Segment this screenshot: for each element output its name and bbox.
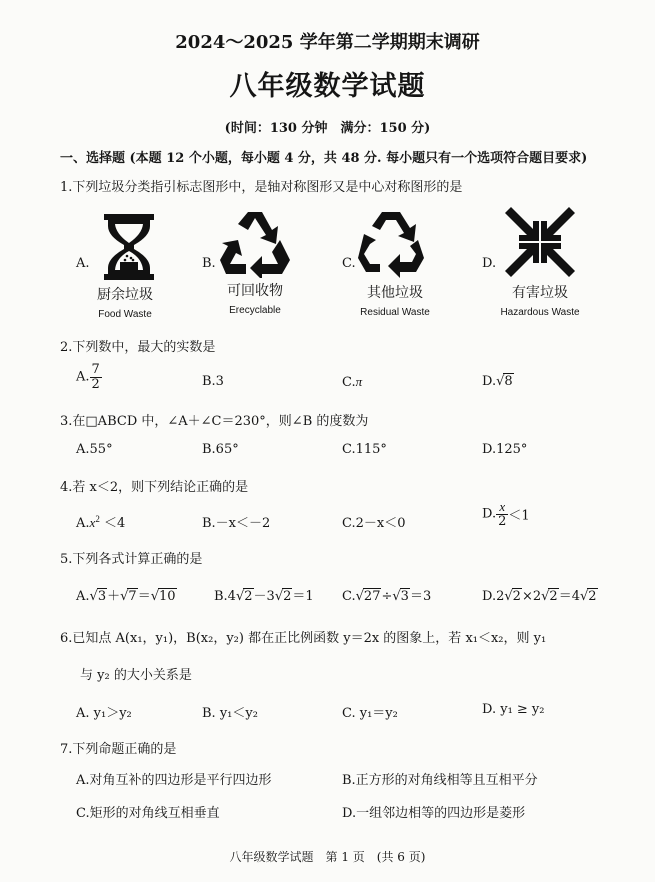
q6-option-a: A. y₁＞y₂: [76, 706, 132, 721]
q5-option-c: C.√27÷√3＝3: [342, 589, 432, 604]
q2-option-a: [76, 363, 102, 391]
q5-option-a-radicand-3: 10: [159, 589, 176, 604]
q4-option-b: B.－x＜－2: [202, 516, 271, 531]
question-6-stem-line-1: 6.已知点 A(x₁，y₁)，B(x₂，y₂) 都在正比例函数 y＝2x 的图象上，若 x₁＜x₂，则 y₁: [60, 631, 547, 646]
q4-option-a-var: $x^2$: [89, 514, 100, 530]
question-1-stem: 1.下列垃圾分类指引标志图形中，是轴对称图形又是中心对称图形的是: [60, 180, 463, 195]
exam-title: 八年级数学试题: [229, 71, 426, 102]
q2-option-d-letter: D.: [482, 374, 497, 389]
q6-option-b: B. y₁＜y₂: [202, 706, 258, 721]
q2-option-a-letter: A.: [76, 369, 90, 385]
question-5-stem: 5.下列各式计算正确的是: [60, 552, 203, 567]
q5-option-a-radicand-1: 3: [97, 589, 107, 604]
q5-option-b-lead: B.4: [214, 589, 236, 604]
q3-option-d: D.125°: [482, 442, 528, 457]
q4-option-c: C.2－x＜0: [342, 516, 406, 531]
q7-option-b: B.正方形的对角线相等且互相平分: [342, 773, 538, 788]
q4-option-a-tail: ＜4: [99, 516, 126, 531]
exam-session-title: 2024～2025 学年第二学期期末调研: [175, 32, 480, 53]
exam-info: (时间：130 分钟 满分：150 分): [224, 121, 431, 136]
q1-option-d-letter: D.: [482, 256, 497, 271]
q7-option-c: C.矩形的对角线互相垂直: [76, 806, 220, 821]
q5-option-c-radicand-1: 27: [363, 589, 381, 604]
q1-option-a-cn: 厨余垃圾: [97, 287, 153, 303]
recycle-icon: [218, 208, 292, 278]
q5-option-d-lead: D.2: [482, 589, 505, 604]
q2-option-a-denominator: 2: [91, 376, 100, 392]
q1-option-d-en: Hazardous Waste: [500, 307, 580, 318]
q5-option-a-radicand-2: 7: [128, 589, 137, 604]
q2-option-c: [342, 374, 362, 390]
q2-option-c-value: π: [355, 374, 363, 389]
q2-option-d: D.√8: [482, 374, 513, 389]
q5-option-c-tail: ＝3: [409, 589, 432, 604]
hazard-icon: [504, 206, 576, 278]
q1-option-b-letter: B.: [202, 256, 216, 271]
q5-option-d-times: ×2: [521, 589, 542, 604]
q5-option-d-radicand-3: 2: [588, 589, 597, 604]
q4-option-d-fraction: [496, 500, 508, 528]
q5-option-d: D.2√2×2√2＝4√2: [482, 589, 597, 604]
question-3-stem: 3.在□ABCD 中，∠A＋∠C＝230°，则∠B 的度数为: [60, 414, 369, 429]
q5-option-d-result: ＝4: [558, 589, 580, 604]
q5-option-b-tail: ＝1: [292, 589, 314, 604]
q6-option-d: D. y₁ ≥ y₂: [482, 702, 545, 717]
q3-option-b: B.65°: [202, 442, 239, 457]
q5-option-a-letter: A.: [76, 589, 90, 604]
q5-option-c-letter: C.: [342, 589, 356, 604]
q2-option-a-numerator: 7: [91, 362, 100, 377]
q2-option-b: B.3: [202, 374, 224, 389]
q5-option-a-equals: ＝: [137, 589, 151, 604]
q5-option-d-radicand-1: 2: [512, 589, 521, 604]
q1-option-b-en: Erecyclable: [229, 305, 281, 316]
question-2-stem: 2.下列数中，最大的实数是: [60, 340, 216, 355]
question-7-stem: 7.下列命题正确的是: [60, 742, 177, 757]
q3-option-c: C.115°: [342, 442, 387, 457]
q5-option-a-plus: ＋: [107, 589, 121, 604]
q1-option-a-letter: A.: [76, 256, 90, 271]
residual-icon: [356, 208, 426, 278]
q4-option-d-denominator: 2: [498, 513, 507, 529]
q1-option-c-en: Residual Waste: [360, 307, 430, 318]
q5-option-c-divide: ÷: [381, 589, 393, 604]
q7-option-a: A.对角互补的四边形是平行四边形: [76, 773, 272, 788]
q2-option-a-fraction: [90, 363, 102, 391]
q5-option-a: A.√3＋√7＝√10: [76, 589, 176, 604]
question-6-stem-line-2: 与 y₂ 的大小关系是: [80, 668, 192, 683]
q4-option-d-letter: D.: [482, 506, 497, 522]
q6-option-c: C. y₁＝y₂: [342, 706, 398, 721]
q3-option-a: A.55°: [76, 442, 113, 457]
q5-option-d-radicand-2: 2: [549, 589, 558, 604]
q5-option-b-radicand-2: 2: [283, 589, 292, 604]
q1-option-a-en: Food Waste: [98, 309, 152, 320]
q4-option-a: [76, 512, 125, 531]
q4-option-d-numerator: x: [496, 500, 508, 515]
q2-option-c-letter: C.: [342, 375, 356, 390]
section-heading: 一、选择题 (本题 12 个小题，每小题 4 分，共 48 分. 每小题只有一个选项符合题目要求): [60, 151, 588, 166]
q5-option-c-radicand-2: 3: [400, 589, 409, 604]
q4-option-a-letter: A.: [76, 516, 90, 531]
q1-option-c-letter: C.: [342, 256, 356, 271]
q1-option-d-cn: 有害垃圾: [512, 285, 568, 301]
q1-option-b-cn: 可回收物: [227, 283, 283, 299]
q5-option-b-radicand-1: 2: [244, 589, 253, 604]
question-4-stem: 4.若 x＜2，则下列结论正确的是: [60, 480, 249, 495]
q1-option-c-cn: 其他垃圾: [367, 285, 423, 301]
q2-option-d-radicand: 8: [504, 374, 513, 389]
q5-option-b: B.4√2－3√2＝1: [214, 589, 314, 604]
q5-option-b-mid: －3: [253, 589, 275, 604]
hourglass-icon: [98, 212, 160, 282]
q4-option-d: [482, 500, 530, 528]
q7-option-d: D.一组邻边相等的四边形是菱形: [342, 806, 526, 821]
q4-option-d-tail: ＜1: [508, 508, 530, 524]
page-footer: 八年级数学试题 第 1 页 (共 6 页): [229, 850, 426, 864]
